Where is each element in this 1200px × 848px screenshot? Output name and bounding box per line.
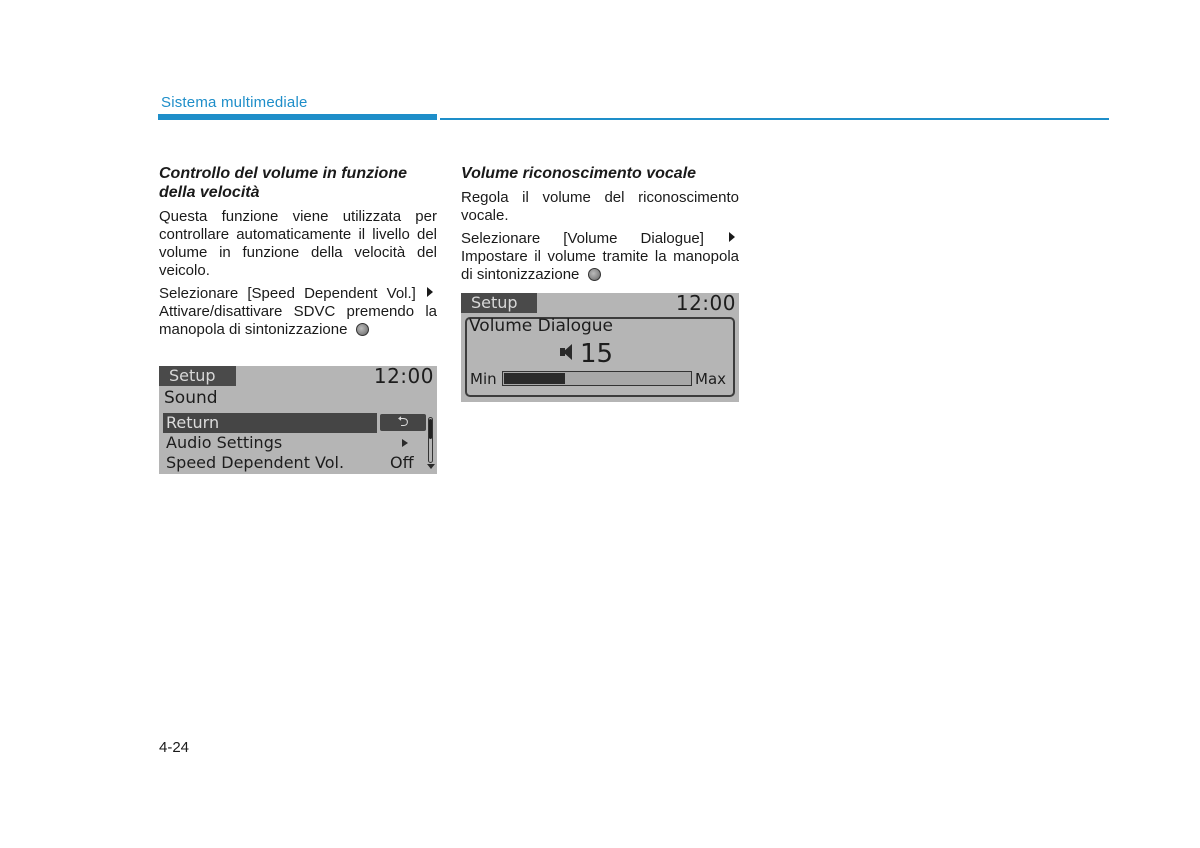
min-label: Min: [470, 370, 497, 388]
clock: 12:00: [373, 366, 434, 388]
instruction-step-2: Impostare il volume tramite la manopola di sintonizzazione: [461, 248, 739, 283]
header-rule-thick: [158, 114, 437, 120]
section-title-speed-volume: Controllo del volume in funzione della velocità: [159, 165, 407, 201]
paragraph-description: Regola il volume del riconoscimento vocale.: [461, 189, 739, 224]
tune-knob-icon: [356, 323, 369, 336]
volume-slider[interactable]: [502, 371, 692, 386]
instruction-step-2: Attivare/disattivare SDVC premendo la manopola di sintonizzazione: [159, 303, 437, 338]
page-number: 4-24: [159, 739, 190, 756]
submenu-arrow-icon: [402, 439, 408, 447]
header-rule-thin: [440, 118, 1109, 120]
menu-title: Sound: [164, 388, 218, 408]
menu-item-speed-dependent-vol[interactable]: [163, 453, 426, 473]
lcd-screen-sound-menu: [159, 366, 437, 474]
lcd-top-bar: [159, 366, 437, 386]
left-column: [159, 164, 437, 344]
menu-item-label: Return: [166, 413, 220, 432]
scrollbar[interactable]: [427, 417, 434, 469]
return-icon[interactable]: ⮌: [380, 414, 426, 431]
scroll-down-icon: [427, 464, 435, 469]
speaker-cone-icon: [563, 344, 572, 360]
paragraph-instructions: [159, 285, 437, 339]
menu-item-label: Speed Dependent Vol.: [166, 453, 345, 472]
clock: 12:00: [675, 293, 736, 315]
scrollbar-thumb[interactable]: [429, 419, 432, 439]
arrow-right-icon: [729, 232, 735, 242]
volume-slider-fill: [504, 373, 565, 384]
right-column: [461, 164, 739, 289]
tune-knob-icon: [588, 268, 601, 281]
menu-item-label: Audio Settings: [166, 433, 283, 452]
menu-item-return[interactable]: [163, 413, 377, 433]
max-label: Max: [695, 370, 727, 388]
setup-tab: Setup: [461, 293, 537, 313]
paragraph-description: Questa funzione viene utilizzata per controllare automaticamente il livello del volume in funzione della velocità del veicolo.: [159, 208, 437, 279]
instruction-step-1: Selezionare [Volume Dialogue]: [461, 230, 704, 247]
instruction-step-1: Selezionare [Speed Dependent Vol.]: [159, 285, 416, 302]
arrow-right-icon: [427, 287, 433, 297]
menu-item-value: Off: [390, 453, 414, 472]
volume-value: 15: [580, 339, 614, 369]
section-title-voice-volume: Volume riconoscimento vocale: [461, 165, 697, 182]
section-header: Sistema multimediale: [161, 94, 308, 111]
menu-item-audio-settings[interactable]: [163, 433, 426, 453]
lcd-top-bar: [461, 293, 739, 313]
paragraph-instructions: [461, 230, 739, 284]
lcd-screen-volume-dialogue: [461, 293, 739, 402]
volume-panel-title: Volume Dialogue: [469, 316, 614, 336]
setup-tab: Setup: [159, 366, 236, 386]
